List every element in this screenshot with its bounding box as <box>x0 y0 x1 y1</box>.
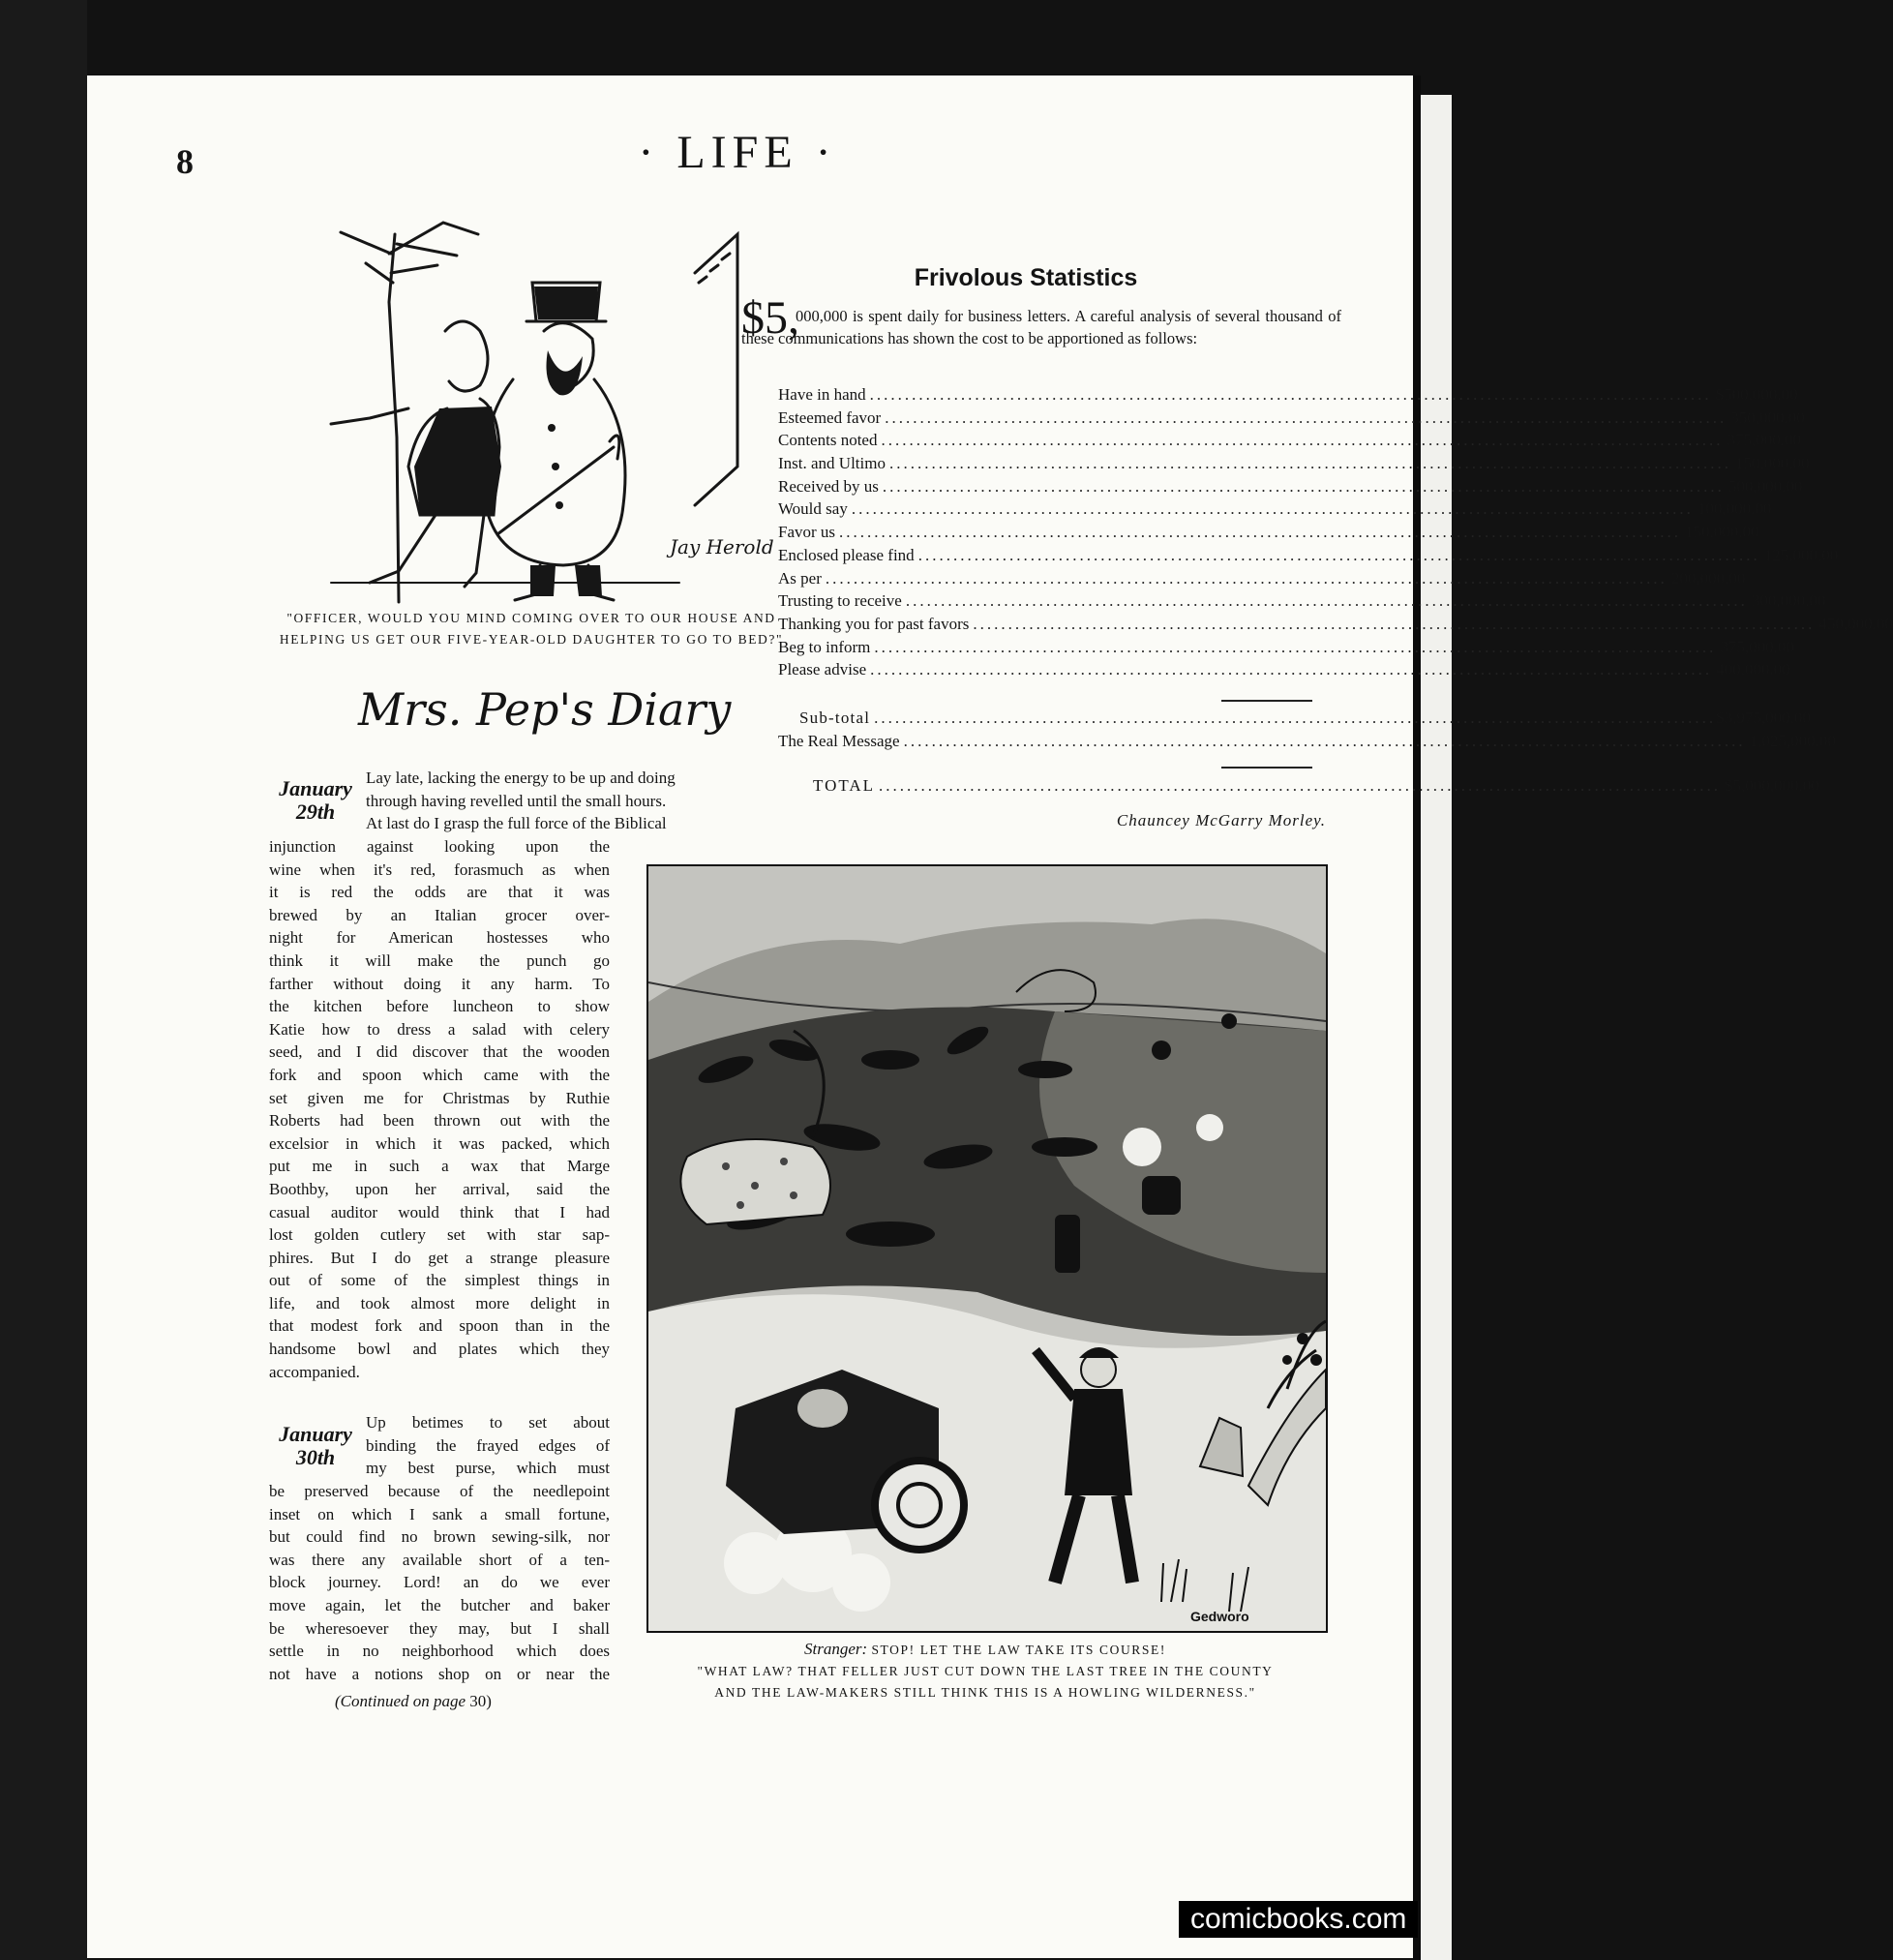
ledger-row: Esteemed favor ..... 350,000.00 <box>778 408 1312 432</box>
adjacent-page-edge <box>1421 95 1452 1960</box>
ledger-row: Beg to inform ..... 375,000.00 <box>778 638 1312 661</box>
ledger-subtotal-row: Sub-total ..... $3,975,000.00 <box>778 709 1312 732</box>
caption-line: STOP! LET THE LAW TAKE ITS COURSE! <box>871 1643 1166 1657</box>
diary-entry-january-29-body: injunction against looking upon the wine when it's red, forasmuch as when it is red the odds are that it was brewed by an Italian grocer over- night for American hostesses who think it will make the punch go farther without doing it any harm. To the kitchen before luncheon to show Katie how to dress a salad with celery seed, and I did discover that the wooden fork and spoon which came with the set given me for Christmas by Ruthie Roberts had been thrown out with the excelsior in which it was packed, which put me in such a wax that Marge Boothby, upon her arrival, said the casual auditor would think that I had lost golden cutlery set with star sap- phires. But I do get a strange pleasure out of some of the simplest things in life, and took almost more delight in that modest fork and spoon than in the handsome bowl and plates which they accompanied. <box>269 837 610 1381</box>
ledger-row: Would say ..... 100,000.00 <box>778 499 1312 523</box>
ledger-total <box>778 776 1819 799</box>
diary-entry-date: January 29th <box>279 776 352 824</box>
ledger-row: Have in hand ..... $500,000.00 <box>778 385 1312 408</box>
diary-entry-january-30-body: be preserved because of the needlepoint inset on which I sank a small fortune, but could find no brown sewing-silk, nor was there any available short of a ten- block journey. Lord! an do we ever move again, let the butcher and baker be wheresoever they may, but I shall settle in no neighborhood which does not have a notions shop on or near the <box>269 1482 610 1683</box>
diary-title: Mrs. Pep's Diary <box>358 683 732 736</box>
officer-cartoon <box>273 215 774 602</box>
ledger-rule <box>1221 700 1312 702</box>
ledger-row: Favor us ..... 150,000.00 <box>778 523 1312 546</box>
statistics-author: Chauncey McGarry Morley. <box>1116 811 1326 829</box>
caption-speaker: Stranger: <box>804 1640 868 1658</box>
officer-cartoon-caption: "OFFICER, WOULD YOU MIND COMING OVER TO OUR HOUSE AND HELPING US GET OUR FIVE-YEAR-OLD DAUGHTER TO GO TO BED?" <box>279 611 784 647</box>
page-number: 8 <box>176 142 194 181</box>
continued-note: (Continued on page 30) <box>335 1692 492 1710</box>
cartoon-signature: Gedworo <box>1190 1609 1249 1624</box>
ledger-row: Enclosed please find ..... 125,000.00 <box>778 546 1312 569</box>
ledger-row: Thanking you for past favors ..... 450,000.00 <box>778 615 1312 638</box>
page-gutter <box>1413 75 1421 1960</box>
diary-entry-date: January 30th <box>279 1422 352 1469</box>
caption-line: "WHAT LAW? THAT FELLER JUST CUT DOWN THE LAST TREE IN THE COUNTY <box>697 1664 1274 1678</box>
cartoon-signature: Jay Herold <box>670 535 774 558</box>
ledger-rule <box>1221 767 1312 769</box>
stranger-cartoon-caption <box>646 1638 1324 1704</box>
stranger-cartoon <box>646 864 1328 1633</box>
scan-left-edge <box>0 0 87 1960</box>
statistics-intro: 000,000 is spent daily for business letters. A careful analysis of several thousand of these communications has shown the cost to be apportioned as follows: <box>741 307 1341 347</box>
ledger-row: Contents noted ..... 375,000.00 <box>778 431 1312 454</box>
masthead: · LIFE · <box>638 127 837 178</box>
statistics-title: Frivolous Statistics <box>914 264 1138 291</box>
diary-entry-january-30-intro: Up betimes to set about binding the frayed edges of my best purse, which must <box>366 1413 610 1478</box>
officer-cartoon-drawing <box>273 215 774 602</box>
ledger-row: Please advise ..... 400,000.00 <box>778 660 1312 683</box>
ledger-row: Received by us ..... 500,000.00 <box>778 477 1312 500</box>
ledger-subtotals <box>778 709 1836 754</box>
ledger-real-message-row: The Real Message ..... 1,025,000.00 <box>778 732 1312 755</box>
caption-line: AND THE LAW-MAKERS STILL THINK THIS IS A HOWLING WILDERNESS." <box>714 1685 1256 1700</box>
ledger-row: Trusting to receive ..... 300,000.00 <box>778 591 1312 615</box>
stranger-cartoon-drawing <box>648 866 1326 1631</box>
watermark: comicbooks.com <box>1179 1901 1418 1938</box>
ledger-row: Inst. and Ultimo ..... 150,000.00 <box>778 454 1312 477</box>
statistics-ledger <box>778 385 1893 683</box>
diary-entry-january-29-intro: Lay late, lacking the energy to be up and doing through having revelled until the small hours. At last do I grasp the full force of the Biblical <box>366 769 676 833</box>
ledger-row: As per ..... 200,000.00 <box>778 569 1312 592</box>
statistics-dollar-dropcap: $5, <box>741 292 799 344</box>
ledger-total-row: TOTAL ..... $5,000,000.00 <box>778 776 1312 799</box>
